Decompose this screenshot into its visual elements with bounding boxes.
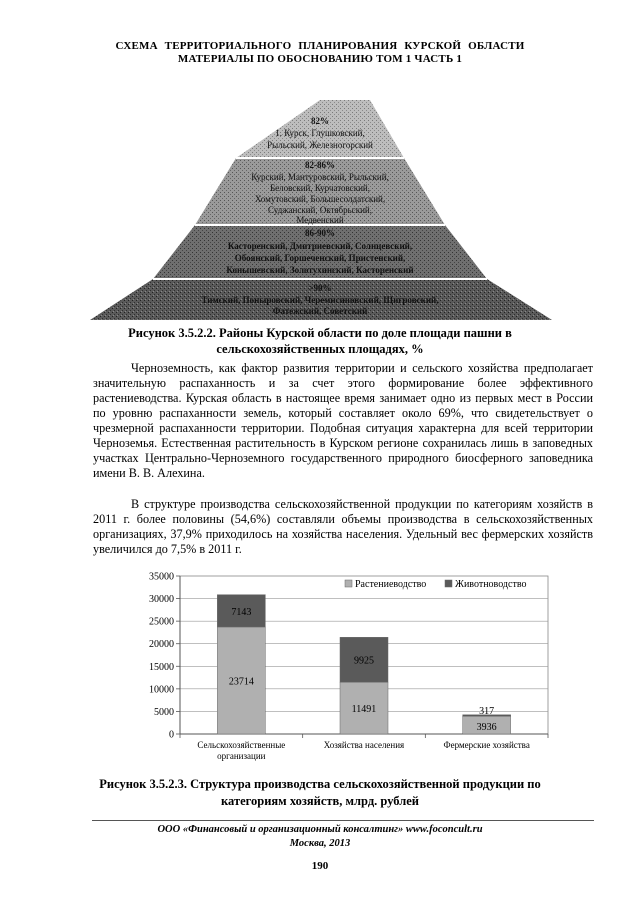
x-category-label: организации xyxy=(217,751,266,761)
tier-3-line-1: Касторенский, Дмитриевский, Солнцевский, xyxy=(227,241,413,251)
data-label: 11491 xyxy=(351,704,377,716)
y-tick-label: 15000 xyxy=(149,661,174,673)
figure-caption-1-line-2: сельскохозяйственных площадях, % xyxy=(216,342,424,356)
figure-caption-1-line-1: Рисунок 3.5.2.2. Районы Курской области по доле площади пашни в xyxy=(128,326,512,340)
tier-1-line-2: Рыльский, Железногорский xyxy=(267,140,373,150)
y-tick-label: 20000 xyxy=(149,639,174,651)
legend-label-1: Животноводство xyxy=(455,579,527,590)
tier-2-line-3: Хомутовский, Большесолдатский, xyxy=(254,194,386,204)
figure-caption-2-line-2: категориям хозяйств, млрд. рублей xyxy=(221,794,419,808)
y-tick-label: 10000 xyxy=(149,684,174,696)
data-label: 23714 xyxy=(228,676,254,688)
paragraph-1-text: Черноземность, как фактор развития территории и сельского хозяйства предполагает значительную распаханность и за счет этого формирование более эффективного растениеводства. Курская область в настоящее время занимает одно из первых мест в России по уровню распаханности земель, который составляет около 69%, что свидетельствует о чрезмерной распаханности территории. Подобная ситуация характерна для всей территории Черноземья. Естественная растительность в Курском регионе сохранилась лишь в заповедных участках Центрально-Черноземного государственного природного биосферного заповедника имени В. В. Алехина. xyxy=(93,361,593,480)
tier-1-pct: 82% xyxy=(311,116,329,126)
tier-1-line-1: 1. Курск, Глушковский, xyxy=(275,128,365,138)
tier-4-line-1: Тимский, Поныровский, Черемисиновский, Щигровский, xyxy=(201,295,439,305)
y-tick-label: 5000 xyxy=(154,706,174,718)
footer-city-year: Москва, 2013 xyxy=(289,838,351,849)
page-number: 190 xyxy=(311,860,329,872)
y-tick-label: 25000 xyxy=(149,616,174,628)
tier-2-line-4: Суджанский, Октябрьский, xyxy=(268,205,372,215)
legend-swatch-1 xyxy=(445,580,452,587)
document-header-subtitle: МАТЕРИАЛЫ ПО ОБОСНОВАНИЮ ТОМ 1 ЧАСТЬ 1 xyxy=(177,53,463,65)
footer-company: ООО «Финансовый и организационный консалтинг» www.foconcult.ru xyxy=(157,824,483,835)
x-category-label: Сельскохозяйственные xyxy=(197,740,286,750)
data-label: 3936 xyxy=(476,722,497,733)
y-tick-label: 30000 xyxy=(149,594,174,606)
document-header-title: СХЕМА ТЕРРИТОРИАЛЬНОГО ПЛАНИРОВАНИЯ КУРСКОЙ ОБЛАСТИ xyxy=(115,40,525,52)
tier-2-line-1: Курский, Мантуровский, Рыльский, xyxy=(251,172,389,182)
x-category-label: Хозяйства населения xyxy=(323,740,405,750)
legend-label-0: Растениеводство xyxy=(355,579,427,590)
tier-2-pct: 82-86% xyxy=(305,160,335,170)
legend-swatch-0 xyxy=(345,580,352,587)
footer-divider xyxy=(92,820,594,821)
y-tick-label: 35000 xyxy=(149,571,174,583)
tier-3-line-3: Конышевский, Золотухинский, Касторенский xyxy=(226,265,414,275)
x-category-label: Фермерские хозяйства xyxy=(443,740,530,750)
data-label: 7143 xyxy=(231,606,252,618)
tier-4-line-2: Фатежский, Советский xyxy=(272,306,368,316)
tier-2-line-5: Медвенский xyxy=(296,215,344,225)
data-label: 9925 xyxy=(354,655,374,667)
tier-3-line-2: Обоянский, Горшеченский, Пристенский, xyxy=(234,253,406,263)
figure-caption-2-line-1: Рисунок 3.5.2.3. Структура производства сельскохозяйственной продукции по xyxy=(99,777,541,791)
y-tick-label: 0 xyxy=(169,729,174,741)
data-label: 317 xyxy=(479,705,495,717)
tier-2-line-2: Беловский, Курчатовский, xyxy=(269,183,371,193)
paragraph-2-text: В структуре производства сельскохозяйственной продукции по категориям хозяйств в 2011 г. более половины (54,6%) составляли объемы производства в сельскохозяйственных организациях, 37,9% приходилось на хозяйства населения. Удельный вес фермерских хозяйств увеличился до 7,5% в 2011 г. xyxy=(93,497,593,556)
tier-4-pct: >90% xyxy=(308,283,332,293)
tier-3-pct: 86-90% xyxy=(305,228,335,238)
